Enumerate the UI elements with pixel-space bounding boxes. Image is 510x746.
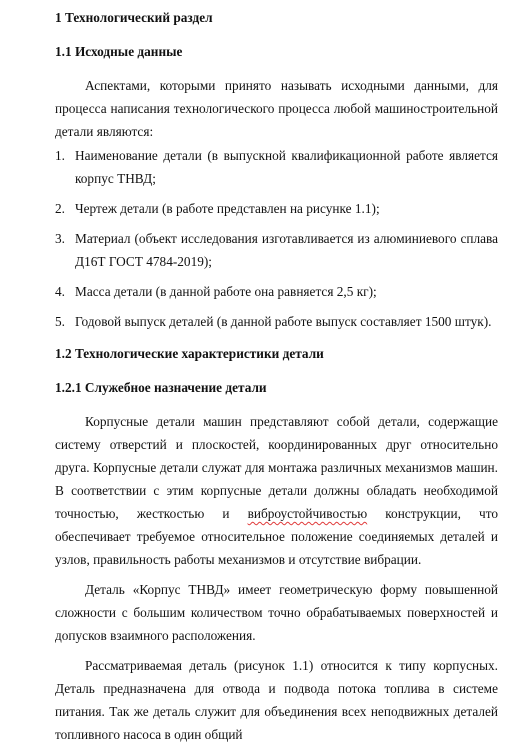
list-item [55, 310, 498, 333]
subsection-heading-initial-data: 1.1 Исходные данные [55, 44, 183, 59]
list-item-text: Материал (объект исследования изготавливается из алюминиевого сплава Д16Т ГОСТ 4784-2019); [75, 231, 498, 269]
paragraph-text: конструкции, что обеспечивает требуемое относительное положение соединяемых деталей и узлов, правильность работы механизмов и отсутствие вибрации. [55, 506, 498, 567]
initial-data-list [55, 144, 498, 333]
list-item-number: 2. [55, 201, 65, 216]
list-item [55, 227, 498, 273]
list-item-number: 4. [55, 284, 65, 299]
list-item-number: 3. [55, 231, 65, 246]
section-heading: 1 Технологический раздел [55, 10, 213, 25]
list-item [55, 280, 498, 303]
body-paragraph-2: Деталь «Корпус ТНВД» имеет геометрическую форму повышенной сложности с большим количеством точно обрабатываемых поверхностей и допусков взаимного расположения. [55, 582, 498, 643]
list-item-text: Годовой выпуск деталей (в данной работе выпуск составляет 1500 штук). [75, 314, 492, 329]
list-item-number: 1. [55, 148, 65, 163]
paragraph-text: Корпусные детали машин представляют собой детали, содержащие систему отверстий и плоскостей, координированных друг относительно друга. Корпусные детали служат для монтажа различных механизмов машин. В соответствии с этим корпусные детали должны обладать необходимой точностью, жесткостью и [55, 414, 498, 521]
list-item-text: Наименование детали (в выпускной квалификационной работе является корпус ТНВД; [75, 148, 498, 186]
body-paragraph-3: Рассматриваемая деталь (рисунок 1.1) относится к типу корпусных. Деталь предназначена для отвода и подвода потока топлива в системе питания. Так же деталь служит для объединения всех неподвижных деталей топливного насоса в один общий [55, 658, 498, 742]
body-paragraph-1 [55, 410, 498, 571]
list-item-text: Масса детали (в данной работе она равняется 2,5 кг); [75, 284, 377, 299]
list-item-text: Чертеж детали (в работе представлен на рисунке 1.1); [75, 201, 380, 216]
list-item [55, 197, 498, 220]
spellcheck-flagged-word[interactable]: виброустойчивостью [247, 506, 368, 521]
list-item-number: 5. [55, 314, 65, 329]
subsection-heading-tech-characteristics: 1.2 Технологические характеристики детали [55, 346, 324, 361]
intro-paragraph: Аспектами, которыми принято называть исходными данными, для процесса написания технологического процесса любой машиностроительной детали являются: [55, 78, 498, 139]
subsubsection-heading-service-purpose: 1.2.1 Служебное назначение детали [55, 380, 267, 395]
list-item [55, 144, 498, 190]
